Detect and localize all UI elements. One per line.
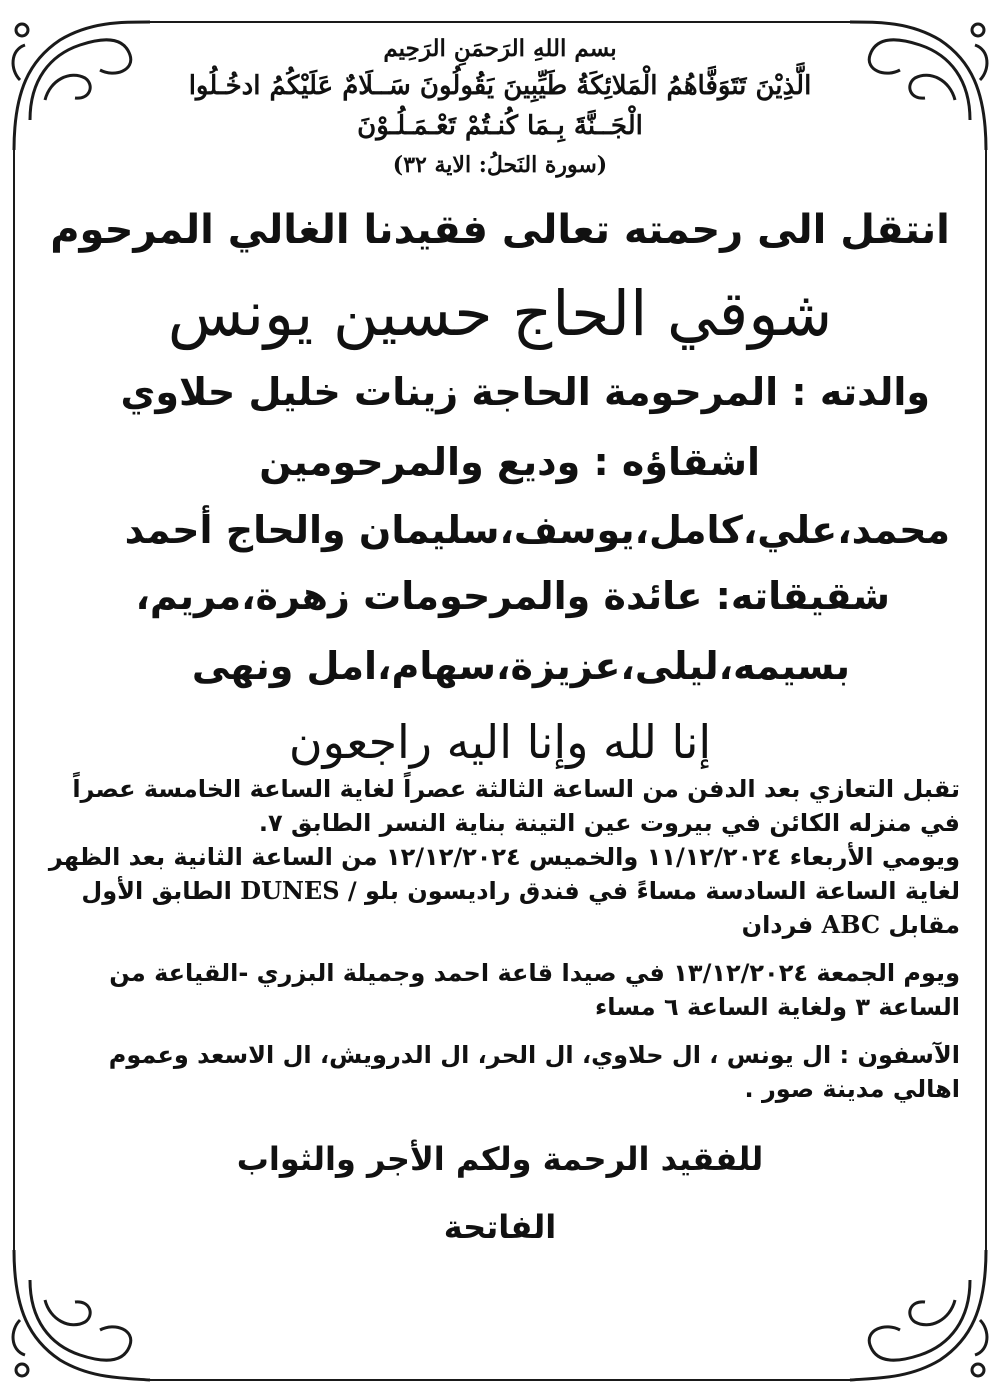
deceased-name: شوقي الحاج حسين يونس bbox=[167, 277, 833, 350]
mourning-families: الآسفون : ال يونس ، ال حلاوي، ال الحر، ال الدرويش، ال الاسعد وعموم اهالي مدينة صور . bbox=[108, 1041, 960, 1103]
brothers-title: اشقاؤه : وديع والمرحومين bbox=[259, 440, 760, 484]
condolence-hotel bbox=[40, 840, 960, 942]
brothers-list: محمد،علي،كامل،يوسف،سليمان والحاج أحمد bbox=[124, 508, 950, 552]
condolence-details bbox=[40, 772, 960, 1106]
condolence-beirut-home: تقبل التعازي بعد الدفن من الساعة الثالثة عصراً لغاية الساعة الخامسة عصراً في منزله الكائن في بيروت عين التينة بناية النسر الطابق ٧. bbox=[72, 775, 960, 837]
al-fatiha: الفاتحة bbox=[443, 1208, 557, 1246]
hotel-text-b: الطابق الأول مقابل bbox=[81, 877, 960, 939]
closing-prayer: للفقيد الرحمة ولكم الأجر والثواب bbox=[236, 1140, 764, 1178]
hotel-text-a: ويومي الأربعاء ١١/١٢/٢٠٢٤ والخميس ١٢/١٢/٢٠٢٤ من الساعة الثانية بعد الظهر لغاية الساعة السادسة مساءً في فندق راديسون بلو / bbox=[48, 843, 960, 905]
sisters-list: بسيمه،ليلى،عزيزة،سهام،امل ونهى bbox=[191, 644, 850, 688]
landmark-abc: ABC bbox=[821, 910, 881, 939]
quran-verse-line1: الَّذِيْنَ تَتَوَفَّاهُمُ الْمَلائِكَةُ طَيِّبِينَ يَقُولُونَ سَــلَامٌ عَلَيْكُمُ ادخُـلُوا bbox=[188, 71, 812, 101]
condolence-saida: ويوم الجمعة ١٣/١٢/٢٠٢٤ في صيدا قاعة احمد وجميلة البزري -القياعة من الساعة ٣ ولغاية الساعة ٦ مساء bbox=[109, 959, 960, 1021]
announcement-intro: انتقل الى رحمته تعالى فقيدنا الغالي المرحوم bbox=[50, 207, 950, 253]
hotel-text-c: فردان bbox=[741, 911, 822, 939]
mother-line: والدته : المرحومة الحاجة زينات خليل حلاوي bbox=[120, 370, 930, 414]
sisters-title: شقيقاته: عائدة والمرحومات زهرة،مريم، bbox=[135, 574, 890, 618]
quran-verse-line2: الْجَــنَّةَ بِـمَا كُنـتُمْ تَعْـمَـلُـوْنَ bbox=[357, 111, 643, 141]
obituary-content bbox=[40, 28, 960, 1380]
hotel-name-dunes: DUNES bbox=[240, 876, 340, 905]
basmala: بسم اللهِ الرَحمَنِ الرَحِيم bbox=[383, 35, 617, 62]
verse-reference: (سورة النَحلُ: الاية ٣٢) bbox=[392, 152, 608, 178]
inna-lillah: إنا لله وإنا اليه راجعون bbox=[288, 715, 712, 769]
